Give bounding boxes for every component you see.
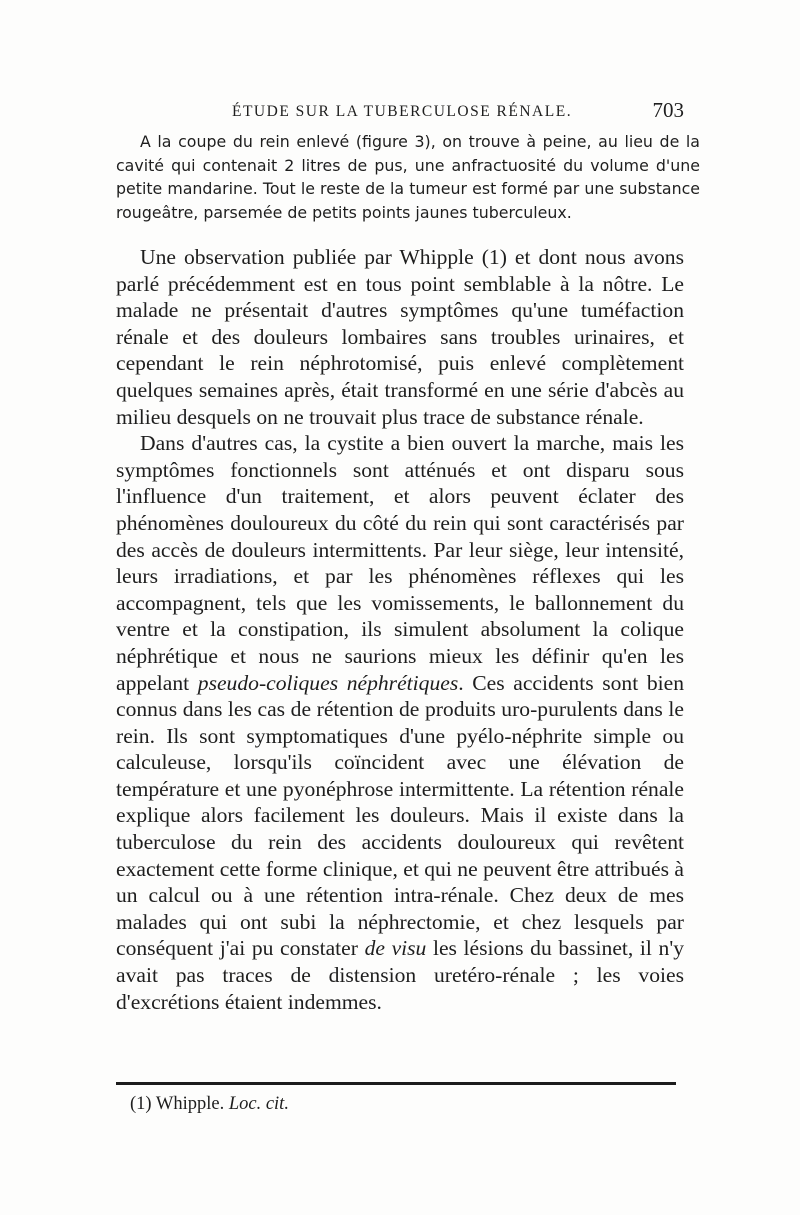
paragraph-1: Une observation publiée par Whipple (1) et dont nous avons parlé précédemment est en tous point semblable à la nôtre. Le malade ne présentait d'autres symptômes qu'une tuméfaction rénale et des douleurs lombaires sans troubles urinaires, et cependant le rein néphrotomisé, puis enlevé complètement quelques semaines après, était transformé en une série d'abcès au milieu desquels on ne trouvait plus trace de substance rénale. — [116, 245, 684, 429]
paragraph-2-part-c: les lésions du bassinet, il n'y avait pas traces de distension uretéro-rénale ; les voies d'excrétions étaient indemmes. — [116, 936, 685, 1014]
page-header — [116, 98, 686, 128]
paragraph-2 — [116, 430, 684, 1015]
running-title: ÉTUDE SUR LA TUBERCULOSE RÉNALE. — [232, 103, 573, 120]
italic-latin-phrase: de visu — [364, 936, 427, 961]
main-text — [116, 244, 684, 1015]
paragraph-2-part-b: . Ces accidents sont bien connus dans les cas de rétention de produits uro-purulents dans le rein. Ils sont symptomatiques d'une pyélo-néphrite simple ou calculeuse, lorsqu'ils coïncident avec une élévation de température et une pyonéphrose intermittente. La rétention rénale explique alors facilement les douleurs. Mais il existe dans la tuberculose du rein des accidents douloureux qui revêtent exactement cette forme clinique, et qui ne peuvent être attribués à un calcul ou à une rétention intra-rénale. Chez deux de mes malades qui ont subi la néphrectomie, et chez lesquels par conséquent j'ai pu constater — [116, 670, 684, 961]
page-number: 703 — [652, 98, 684, 122]
footnote-rule — [116, 1082, 676, 1085]
paragraph-2-part-a: Dans d'autres cas, la cystite a bien ouvert la marche, mais les symptômes fonctionnels sont atténués et ont disparu sous l'influence d'un traitement, et alors peuvent éclater des phénomènes douloureux du côté du rein qui sont caractérisés par des accès de douleurs intermittents. Par leur siège, leur intensité, leurs irradiations, et par les phénomènes réflexes qui les accompagnent, tels que les vomissements, le ballonnement du ventre et la constipation, ils simulent absolument la colique néphrétique et nous ne saurions mieux les définir qu'en les appelant — [116, 431, 684, 695]
small-paragraph-text: A la coupe du rein enlevé (figure 3), on trouve à peine, au lieu de la cavité qui contenait 2 litres de pus, une anfractuosité du volume d'une petite mandarine. Tout le reste de la tumeur est formé par une substance rougeâtre, parsemée de petits points jaunes tuberculeux. — [116, 132, 700, 222]
footnote-italic: Loc. cit. — [228, 1094, 289, 1114]
small-print-paragraph — [116, 130, 700, 224]
footnote — [130, 1094, 289, 1115]
italic-term: pseudo-coliques néphrétiques — [197, 670, 459, 695]
footnote-text: (1) Whipple. — [130, 1094, 229, 1114]
